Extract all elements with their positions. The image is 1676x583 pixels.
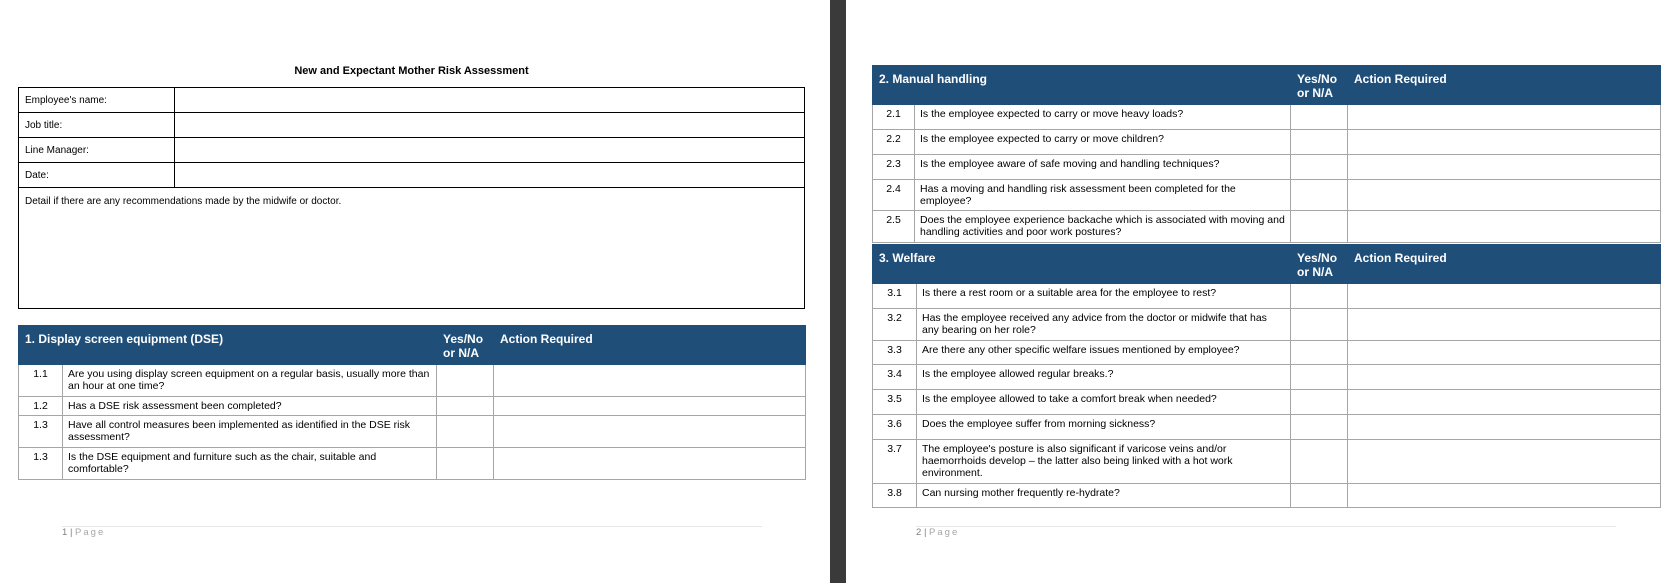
action-required-cell[interactable] — [494, 365, 806, 397]
question-number: 3.4 — [873, 365, 917, 390]
page-label: Page — [75, 527, 106, 538]
question-number: 2.4 — [873, 180, 915, 211]
table-header-row — [873, 66, 1661, 105]
yes-no-cell[interactable] — [1291, 155, 1348, 180]
table-row — [19, 448, 806, 480]
dse-table — [18, 325, 806, 480]
table-row — [873, 415, 1661, 440]
footer-rule — [62, 526, 762, 527]
action-required-cell[interactable] — [1348, 484, 1661, 508]
date-field[interactable] — [175, 163, 805, 188]
table-row — [873, 341, 1661, 365]
question-text: Does the employee suffer from morning sickness? — [917, 415, 1291, 440]
question-number: 2.3 — [873, 155, 915, 180]
yes-no-header: Yes/No or N/A — [1291, 245, 1348, 284]
welfare-table — [872, 244, 1661, 508]
table-header-row — [19, 326, 806, 365]
employee-name-label: Employee's name: — [19, 88, 175, 113]
page-label: Page — [929, 527, 960, 538]
yes-no-cell[interactable] — [1291, 415, 1348, 440]
question-text: Can nursing mother frequently re-hydrate? — [917, 484, 1291, 508]
action-required-cell[interactable] — [1348, 284, 1661, 309]
action-required-cell[interactable] — [1348, 440, 1661, 484]
table-row — [873, 365, 1661, 390]
table-row — [873, 155, 1661, 180]
question-number: 2.5 — [873, 211, 915, 243]
table-row — [873, 105, 1661, 130]
yes-no-cell[interactable] — [437, 416, 494, 448]
question-text: Are you using display screen equipment on a regular basis, usually more than an hour at one time? — [63, 365, 437, 397]
job-title-label: Job title: — [19, 113, 175, 138]
page-footer — [62, 527, 105, 538]
action-required-header: Action Required — [1348, 245, 1661, 284]
question-text: Has the employee received any advice from the doctor or midwife that has any bearing on her role? — [917, 309, 1291, 341]
table-row — [19, 416, 806, 448]
action-required-cell[interactable] — [1348, 180, 1661, 211]
action-required-cell[interactable] — [1348, 105, 1661, 130]
question-number: 3.3 — [873, 341, 917, 365]
action-required-header: Action Required — [494, 326, 806, 365]
question-number: 2.1 — [873, 105, 915, 130]
yes-no-cell[interactable] — [1291, 341, 1348, 365]
question-text: Have all control measures been implemented as identified in the DSE risk assessment? — [63, 416, 437, 448]
info-row — [19, 88, 805, 113]
question-text: Is the DSE equipment and furniture such as the chair, suitable and comfortable? — [63, 448, 437, 480]
question-text: Is there a rest room or a suitable area for the employee to rest? — [917, 284, 1291, 309]
footer-separator: | — [69, 527, 73, 538]
yes-no-cell[interactable] — [1291, 440, 1348, 484]
action-required-cell[interactable] — [1348, 341, 1661, 365]
footer-separator: | — [923, 527, 927, 538]
question-number: 1.2 — [19, 397, 63, 416]
table-row — [873, 211, 1661, 243]
table-row — [873, 180, 1661, 211]
yes-no-cell[interactable] — [437, 397, 494, 416]
yes-no-cell[interactable] — [1291, 284, 1348, 309]
question-number: 2.2 — [873, 130, 915, 155]
action-required-header: Action Required — [1348, 66, 1661, 105]
yes-no-cell[interactable] — [1291, 390, 1348, 415]
question-text: Is the employee expected to carry or move heavy loads? — [915, 105, 1291, 130]
action-required-cell[interactable] — [494, 416, 806, 448]
yes-no-cell[interactable] — [1291, 130, 1348, 155]
date-label: Date: — [19, 163, 175, 188]
table-row — [873, 284, 1661, 309]
question-text: Does the employee experience backache which is associated with moving and handling activities and poor work postures? — [915, 211, 1291, 243]
action-required-cell[interactable] — [1348, 155, 1661, 180]
yes-no-cell[interactable] — [437, 448, 494, 480]
question-text: The employee's posture is also significant if varicose veins and/or haemorrhoids develop – the latter also being linked with a hot work environment. — [917, 440, 1291, 484]
line-manager-field[interactable] — [175, 138, 805, 163]
action-required-cell[interactable] — [1348, 390, 1661, 415]
question-number: 3.7 — [873, 440, 917, 484]
employee-name-field[interactable] — [175, 88, 805, 113]
section-3-title: 3. Welfare — [873, 245, 1291, 284]
table-header-row — [873, 245, 1661, 284]
yes-no-cell[interactable] — [437, 365, 494, 397]
action-required-cell[interactable] — [494, 448, 806, 480]
question-number: 1.1 — [19, 365, 63, 397]
action-required-cell[interactable] — [1348, 415, 1661, 440]
yes-no-header: Yes/No or N/A — [437, 326, 494, 365]
question-number: 1.3 — [19, 448, 63, 480]
line-manager-label: Line Manager: — [19, 138, 175, 163]
yes-no-cell[interactable] — [1291, 484, 1348, 508]
question-number: 3.5 — [873, 390, 917, 415]
action-required-cell[interactable] — [1348, 309, 1661, 341]
question-number: 3.6 — [873, 415, 917, 440]
table-row — [19, 397, 806, 416]
question-number: 3.8 — [873, 484, 917, 508]
question-text: Is the employee expected to carry or move children? — [915, 130, 1291, 155]
question-text: Is the employee aware of safe moving and handling techniques? — [915, 155, 1291, 180]
action-required-cell[interactable] — [1348, 211, 1661, 243]
table-row — [873, 390, 1661, 415]
yes-no-cell[interactable] — [1291, 365, 1348, 390]
document-title: New and Expectant Mother Risk Assessment — [294, 65, 529, 77]
yes-no-cell[interactable] — [1291, 180, 1348, 211]
question-text: Has a DSE risk assessment been completed? — [63, 397, 437, 416]
document-page-2 — [846, 0, 1676, 583]
page-divider — [830, 0, 846, 583]
action-required-cell[interactable] — [1348, 130, 1661, 155]
manual-handling-table — [872, 65, 1661, 243]
section-2-title: 2. Manual handling — [873, 66, 1291, 105]
info-row — [19, 113, 805, 138]
section-1-title: 1. Display screen equipment (DSE) — [19, 326, 437, 365]
question-number: 3.2 — [873, 309, 917, 341]
question-number: 1.3 — [19, 416, 63, 448]
page-footer — [916, 527, 959, 538]
table-row — [19, 365, 806, 397]
table-row — [873, 484, 1661, 508]
yes-no-cell[interactable] — [1291, 309, 1348, 341]
question-text: Are there any other specific welfare issues mentioned by employee? — [917, 341, 1291, 365]
question-text: Is the employee allowed to take a comfort break when needed? — [917, 390, 1291, 415]
action-required-cell[interactable] — [1348, 365, 1661, 390]
document-page-1 — [0, 0, 830, 583]
info-row — [19, 138, 805, 163]
info-row — [19, 188, 805, 309]
yes-no-cell[interactable] — [1291, 211, 1348, 243]
table-row — [873, 309, 1661, 341]
job-title-field[interactable] — [175, 113, 805, 138]
recommendations-box[interactable]: Detail if there are any recommendations made by the midwife or doctor. — [19, 188, 805, 309]
question-text: Is the employee allowed regular breaks.? — [917, 365, 1291, 390]
action-required-cell[interactable] — [494, 397, 806, 416]
page-number: 2 — [916, 527, 922, 538]
yes-no-header: Yes/No or N/A — [1291, 66, 1348, 105]
yes-no-cell[interactable] — [1291, 105, 1348, 130]
footer-rule — [916, 526, 1616, 527]
info-row — [19, 163, 805, 188]
question-number: 3.1 — [873, 284, 917, 309]
page-number: 1 — [62, 527, 68, 538]
table-row — [873, 130, 1661, 155]
table-row — [873, 440, 1661, 484]
employee-info-table — [18, 87, 805, 309]
question-text: Has a moving and handling risk assessment been completed for the employee? — [915, 180, 1291, 211]
